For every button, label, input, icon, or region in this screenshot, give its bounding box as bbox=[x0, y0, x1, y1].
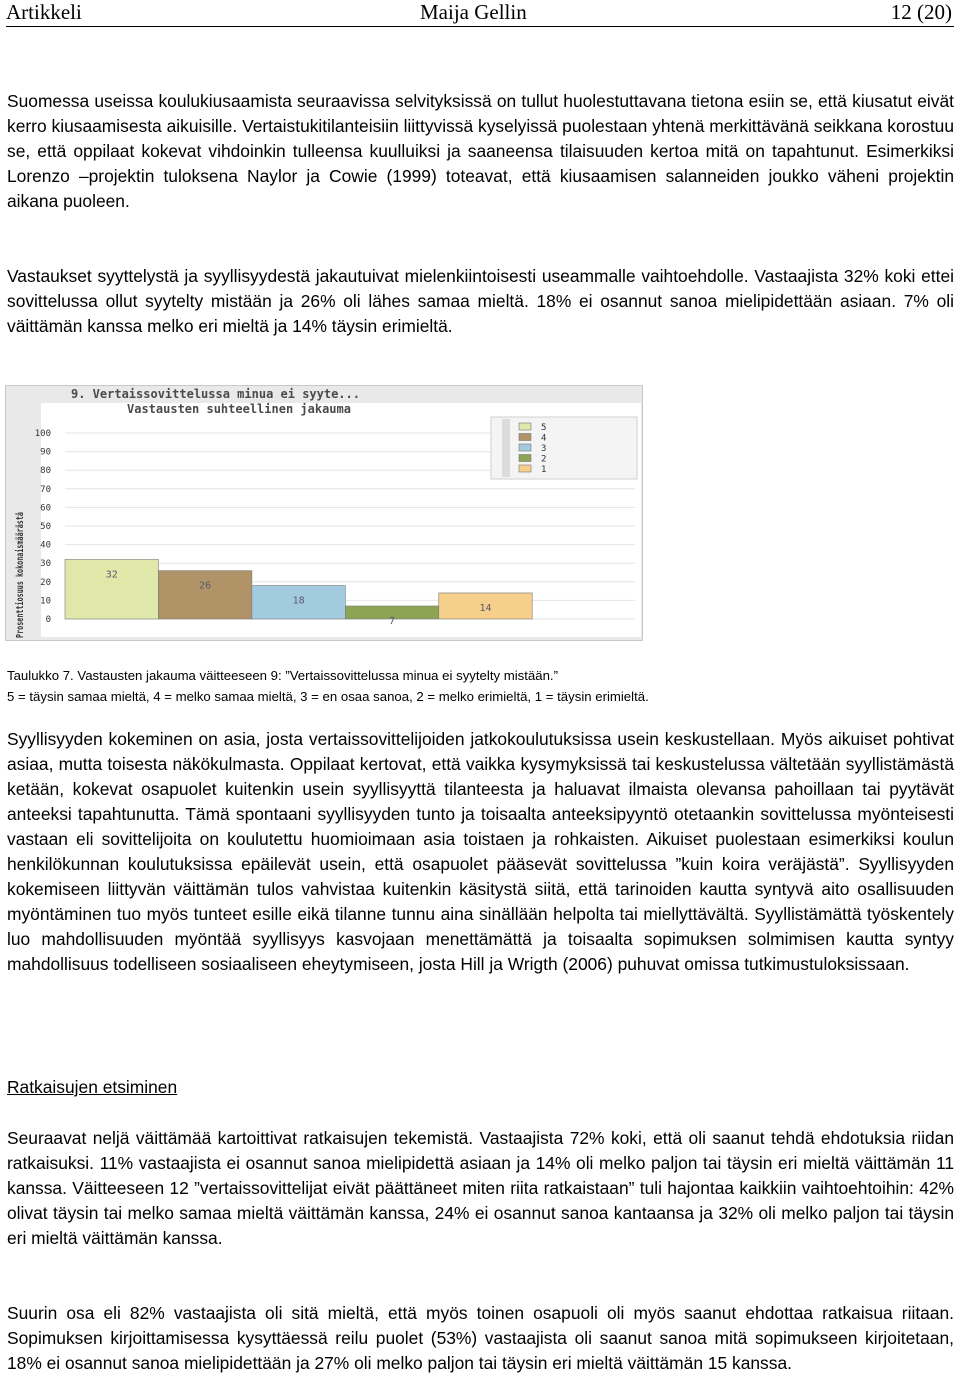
header-author: Maija Gellin bbox=[420, 0, 527, 24]
bar-chart bbox=[5, 385, 643, 641]
header-divider bbox=[6, 26, 954, 27]
header-section-label: Artikkeli bbox=[6, 0, 82, 24]
chart-y-tick-label: 30 bbox=[40, 559, 51, 570]
legend-swatch-2 bbox=[519, 455, 531, 462]
chart-bar-4 bbox=[158, 571, 251, 619]
page-header bbox=[0, 0, 960, 26]
legend-label-5: 5 bbox=[541, 423, 547, 433]
chart-y-tick-label: 20 bbox=[40, 577, 51, 588]
chart-y-tick-label: 100 bbox=[34, 429, 51, 439]
chart-legend bbox=[491, 417, 637, 479]
legend-swatch-1 bbox=[519, 465, 531, 472]
chart-y-tick-label: 0 bbox=[45, 615, 51, 625]
chart-data-label: 26 bbox=[199, 580, 212, 592]
legend-label-2: 2 bbox=[541, 454, 547, 465]
paragraph-results: Vastaukset syyttelystä ja syyllisyydestä jakautuivat mielenkiintoisesti useammalle vaihtoehdolle. Vastaajista 32% koki ettei sovittelussa ollut syytelty mistään ja 26% oli lähes samaa mieltä. 18% ei osannut sanoa mielipidettään asiaan. 7% oli väittämän kanssa melko eri mieltä ja 14% täysin erimieltä. bbox=[7, 266, 954, 336]
paragraph-guilt: Syyllisyyden kokeminen on asia, josta vertaissovittelijoiden jatkokoulutuksissa usein keskustellaan. Myös aikuiset pohtivat asiaa, mutta toisesta näkökulmasta. Oppilaat kertovat, että vaikka kysymyksissä tai keskustelussa vältetään syyllistämästä ketään, kokevat osapuolet kuitenkin usein syyllisyyttä tilanteesta ja haluavat ilmaista olevansa pahoillaan tai pyytävät anteeksi tapahtunutta. Tämä spontaani syyllisyyden tunto ja toisaalta anteeksipyyntö otetaankin sovittelussa myönteisesti vastaan eli sovittelijoita on koulutettu huomioimaan asia toistaen ja rohkaisten. Aikuiset puolestaan esimerkiksi koulun henkilökunnan koulutuksissa epäilevät usein, että osapuolet pääsevät sovittelussa ”kuin koira veräjästä”. Syyllisyyden kokemiseen liittyvän väittämän tulos vahvistaa kuitenkin käsitystä siitä, että tarinoiden kautta syntyvä aito osallisuuden myöntäminen tuo myös tunteet esille eikä tilanne tunnu aina sinällään helpolta tai miellyttävältä. Syyllistämättä työskentely luo mahdollisuuden myöntää syyllisyys kasvojaan menettämättä ja toisaalta sopimuksen solmimisen kautta syntyy mahdollisuus todelliseen sosiaaliseen eheytymiseen, josta Hill ja Wrigth (2006) puhuvat omissa tutkimustuloksissaan. bbox=[7, 729, 954, 974]
chart-data-label: 18 bbox=[292, 595, 305, 607]
chart-y-axis-label: Prosenttiosuus kokonaismäärästä bbox=[15, 451, 26, 638]
chart-y-tick-label: 50 bbox=[40, 522, 51, 532]
legend-swatch-5 bbox=[519, 423, 531, 430]
paragraph-solutions: Seuraavat neljä väittämää kartoittivat ratkaisujen tekemistä. Vastaajista 72% koki, että oli saanut tehdä ehdotuksia riidan ratkaisuksi. 11% vastaajista ei osannut sanoa mielipidettä asiaan ja 14% oli melko paljon tai täysin eri mieltä väittämän 11 kanssa. Väitteeseen 12 ”vertaissovittelijat eivät päättäneet miten riita ratkaistaan” tuli hajontaa kaikkiin vaihtoehtoihin: 42% olivat täysin tai melko samaa mieltä väittämän kanssa, 24% ei osannut sanoa kantaansa ja 32% oli melko paljon tai täysin eri mieltä väittämän kanssa. bbox=[7, 1128, 954, 1248]
table-caption: Taulukko 7. Vastausten jakauma väitteeseen 9: ”Vertaissovittelussa minua ei syytelty mistään.” bbox=[7, 668, 558, 683]
chart-y-tick-label: 60 bbox=[40, 503, 51, 514]
section-heading: Ratkaisujen etsiminen bbox=[7, 1077, 178, 1097]
chart-data-label: 32 bbox=[105, 569, 118, 581]
chart-subtitle: Vastausten suhteellinen jakauma bbox=[127, 402, 351, 416]
legend-label-4: 4 bbox=[541, 433, 547, 444]
chart-data-label: 7 bbox=[389, 615, 396, 627]
legend-swatch-4 bbox=[519, 434, 531, 441]
legend-label-1: 1 bbox=[541, 465, 547, 475]
scale-legend-caption: 5 = täysin samaa mieltä, 4 = melko samaa mieltä, 3 = en osaa sanoa, 2 = melko erimieltä, 1 = täysin erimieltä. bbox=[7, 689, 649, 704]
legend-label-3: 3 bbox=[541, 444, 547, 454]
chart-y-tick-label: 10 bbox=[40, 596, 51, 607]
paragraph-intro: Suomessa useissa koulukiusaamista seuraavissa selvityksissä on tullut huolestuttavana tietona esiin se, että kiusatut eivät kerro kiusaamisesta aikuisille. Vertaistukitilanteisiin liittyvissä kyselyissä puolestaan yhtenä merkittävänä seikkana korostuu se, että oppilaat kokevat vihdoinkin tulleensa kuulluiksi ja saaneensa tilaisuuden kertoa mitä on tapahtunut. Esimerkiksi Lorenzo –projektin tuloksena Naylor ja Cowie (1999) toteavat, että kiusaamisen salanneiden joukko väheni projektin aikana puoleen. bbox=[7, 91, 954, 211]
chart-y-tick-label: 90 bbox=[40, 447, 51, 458]
paragraph-agreement: Suurin osa eli 82% vastaajista oli sitä mieltä, että myös toinen osapuoli oli myös saanut ehdottaa ratkaisua riitaan. Sopimuksen kirjoittamisessa kysyttäessä reilu puolet (53%) vastaajista oli saanut sanoa mitä sopimukseen kirjoitetaan, 18% ei osannut sanoa mielipidettään ja 27% oli melko paljon tai täysin eri mieltä väittämän 15 kanssa. bbox=[7, 1303, 954, 1373]
chart-y-tick-label: 80 bbox=[40, 466, 51, 477]
chart-y-tick-label: 70 bbox=[40, 484, 51, 495]
chart-y-tick-label: 40 bbox=[40, 540, 51, 551]
legend-swatch-3 bbox=[519, 444, 531, 451]
chart-data-label: 14 bbox=[479, 602, 492, 614]
chart-title: 9. Vertaissovittelussa minua ei syyte... bbox=[71, 387, 360, 401]
header-page-number: 12 (20) bbox=[890, 0, 952, 24]
chart-bar-5 bbox=[65, 559, 158, 619]
